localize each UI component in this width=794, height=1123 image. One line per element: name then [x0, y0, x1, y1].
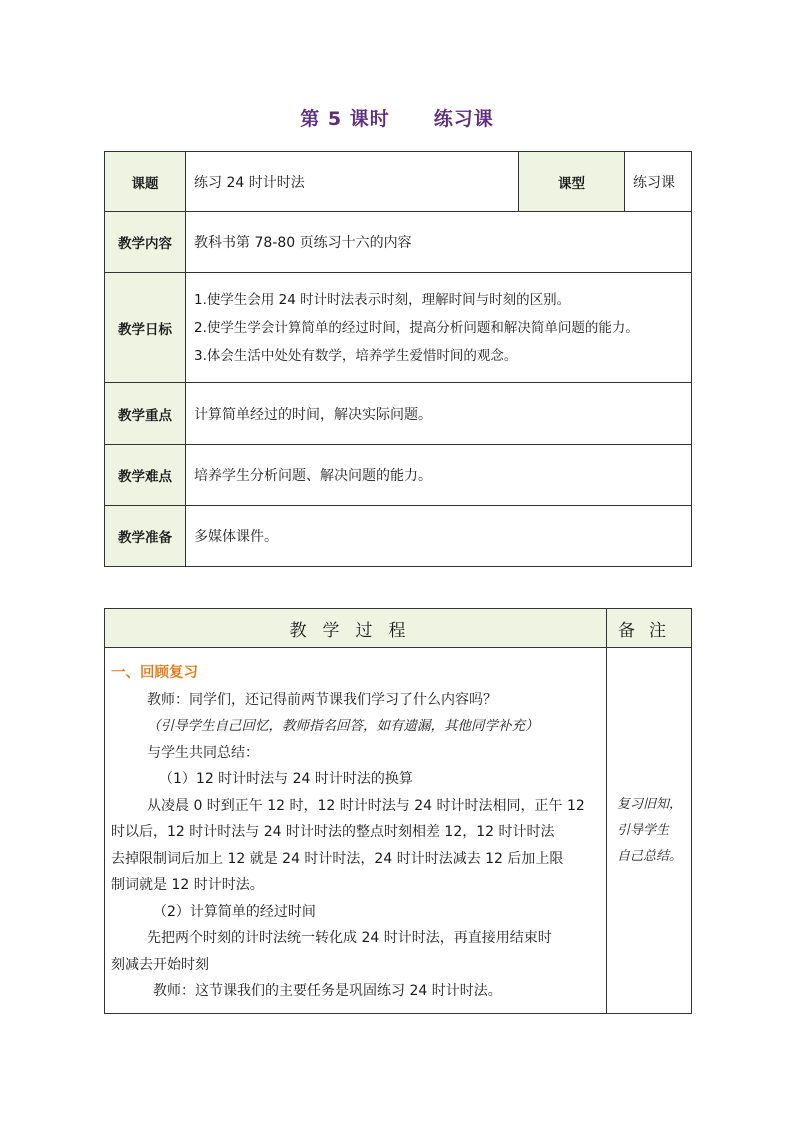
process-content [105, 648, 607, 1014]
process-line: （2）计算简单的经过时间 [153, 903, 316, 920]
topic-label: 课题 [105, 152, 186, 212]
goal-item: 3.体会生活中处处有数学，培养学生爱惜时间的观念。 [194, 347, 518, 364]
page-title [0, 104, 794, 131]
remark-header [607, 609, 692, 648]
remark-line: 引导学生 [617, 822, 670, 838]
goal-item: 2.使学生学会计算简单的经过时间，提高分析问题和解决简单问题的能力。 [194, 319, 639, 336]
process-header [105, 609, 607, 648]
lesson-type-title: 练习课 [433, 108, 494, 130]
process-line: 先把两个时刻的计时法统一转化成 24 时计时法，再直接用结束时 [147, 930, 552, 946]
lesson-number: 第 5 课时 [300, 108, 390, 130]
difficulty-label: 教学难点 [105, 445, 186, 506]
topic-row [105, 152, 692, 212]
process-header-text: 教学过程 [289, 620, 422, 641]
process-body-row [105, 648, 692, 1014]
process-line: 教师：同学们，还记得前两节课我们学习了什么内容吗？ [147, 691, 497, 708]
prep-label: 教学准备 [105, 506, 186, 567]
key-label: 教学重点 [105, 383, 186, 445]
process-line: 与学生共同总结： [147, 744, 259, 761]
section-title: 一、回顾复习 [111, 665, 198, 681]
difficulty-row [105, 445, 692, 506]
process-line: 时以后，12 时计时法与 24 时计时法的整点时刻相差 12，12 时计时法 [111, 824, 555, 840]
prep-value: 多媒体课件。 [186, 506, 692, 567]
lesson-info-table [104, 151, 692, 567]
content-label: 教学内容 [105, 212, 186, 273]
difficulty-value: 培养学生分析问题、解决问题的能力。 [186, 445, 692, 506]
content-value: 教科书第 78-80 页练习十六的内容 [186, 212, 692, 273]
teaching-process-table [104, 608, 692, 1014]
process-line: 教师：这节课我们的主要任务是巩固练习 24 时计时法。 [153, 983, 502, 999]
type-label: 课型 [519, 152, 625, 212]
key-value: 计算简单经过的时间，解决实际问题。 [186, 383, 692, 445]
remark-line: 自己总结。 [617, 848, 683, 864]
goals-label: 教学日标 [105, 273, 186, 383]
process-line: 刻减去开始时刻 [111, 956, 209, 973]
process-line: 从凌晨 0 时到正午 12 时，12 时计时法与 24 时计时法相同，正午 12 [147, 797, 585, 814]
process-line: （引导学生自己回忆，教师指名回答，如有遗漏，其他同学补充） [147, 718, 539, 734]
content-row [105, 212, 692, 273]
process-header-row [105, 609, 692, 648]
remark-cell [607, 648, 692, 1014]
process-line: （1）12 时计时法与 24 时计时法的换算 [159, 771, 413, 787]
remark-line: 复习旧知， [617, 796, 683, 812]
goals-list [186, 273, 692, 383]
type-value: 练习课 [625, 152, 692, 212]
prep-row [105, 506, 692, 567]
topic-value: 练习 24 时计时法 [186, 152, 519, 212]
goals-row [105, 273, 692, 383]
key-row [105, 383, 692, 445]
remark-header-text: 备注 [618, 620, 680, 641]
goal-item: 1.使学生会用 24 时计时法表示时刻，理解时间与时刻的区别。 [194, 291, 571, 308]
process-line: 去掉限制词后加上 12 就是 24 时计时法，24 时计时法减去 12 后加上限 [111, 850, 564, 867]
process-line: 制词就是 12 时计时法。 [111, 877, 264, 893]
